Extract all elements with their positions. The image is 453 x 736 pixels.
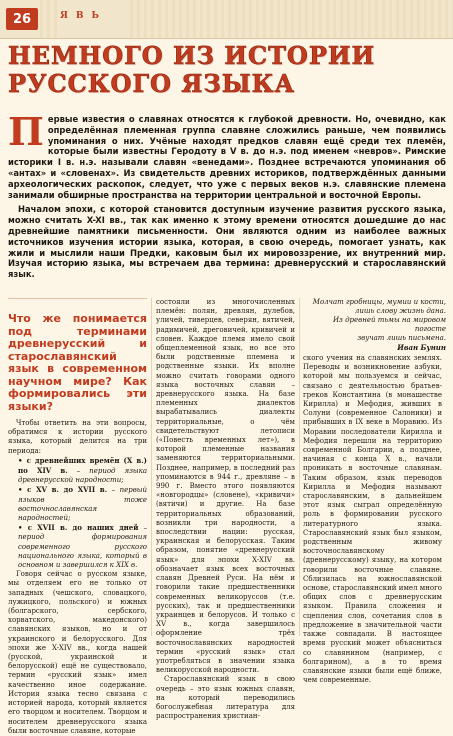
question-heading: Что же понимается под терминами древнерусский и старославянский язык в современном научном мире? Как формировались эти языки? [8,298,147,413]
page-header [0,0,453,39]
title-line-1: НЕМНОГО ИЗ ИСТОРИИ [8,41,376,70]
poem-author: Иван Бунин [397,343,446,352]
header-ornament [40,0,60,38]
poem-line: Молчат гробницы, мумии и кости, [312,298,446,306]
article-title [8,42,448,98]
column-divider [151,298,152,636]
column-3-paragraph: ского учения на славянских землях. Переводы и возникновение азбуки, которой мы пользуемся и сейчас, связано с деятельностью братьев-греков Константина (в монашестве Кирилла) и Мефодия, живших в Солуни (современное Салоники) и прибывших в IX веке в Моравию. Из Моравии последователи Кирилла и Мефодия перешли на территорию современной Болгарии, а позднее, начиная с конца X в., начали проникать в восточные славянам. Таким образом, язык переводов Кирилла и Мефодия называют старославянским, в дальнейшем этот язык сыграл определённую роль в формировании русского литературного языка. Старославянский язык был языком, родственным живому восточнославянскому (древнерусскому) языку, на котором говорили восточные славяне. Сблизилась на южнославянской основе, старославянский имел много общих слов с древнерусским языком. Правила сложения и сцепления слов, сочетания слов в предложение в значительной части также совпадали. В настоящее время русский может объясниться со славянином (например, с болгарином), а в то время славянские языки были ещё ближе, чем современные. [303,354,442,685]
column-3 [303,354,442,685]
lead-paragraph-1: Первые известия о славянах относятся к глубокой древности. Но, очевидно, как определённая племенная группа славяне сложились раньше, чем появились упоминания о них. Учёные находят предков славян ещё среди тех племён, которые были известны Геродоту в V в. до н.э. под именем «невров». Римские историки I в. н.э. называли славян «венедами». Позднее встречаются упоминания об «антах» и «словенах». Из свидетельств древних историков, подтверждённых данными археологических раскопок, следует, что уже с первых веков н.э. славянские племена занимали обширные пространства на территории центральной и восточной Европы. [8,109,446,200]
period-item: • с XVII в. до наших дней – период формирования современного русского национального языка, который в основном и завершился к XIX в. [18,523,148,570]
column-1-paragraph: Говоря сейчас о русском языке, мы отделяем его не только от западных (чешского, словацкого, лужицкого, польского) и южных (болгарского, сербского, хорватского, македонского) славянских языков, но и от украинского и белорусского. Для эпохи же X-XIV вв., когда нашей (русской, украинской и белорусской) ещё не существовало, термин «русский язык» имел качественно иное содержание. История языка тесно связана с историей народа, который является его творцом и носителем. Творцом и носителем древнерусского языка были восточные славяне, которые [8,570,147,735]
period-item: • с древнейших времён (X в.) по XIV в. – период языка древнерусской народности; [18,455,147,485]
period-item: • с XV в. до XVII в. – первый языков тоже восточнославянская народностей; [18,485,147,523]
section-name: ЯВЬ [60,11,107,21]
poem-line: лишь слову жизнь дана. [354,307,446,315]
lead-text [8,109,446,284]
lead-paragraph-2: Началом эпохи, с которой становится доступным изучение развития русского языка, можно считать X-XI вв., так как именно к этому времени относятся дошедшие до нас древнейшие памятники письменности. Они являются одним из наиболее важных источников изучения истории языка, которая, в свою очередь, помогает узнать, как жили и мыслили наши Предки, каковым был их мировоззрение, их внутренний мир. Изучая историю языка, мы встречаем два термина: древнерусский и старославянский язык. [8,204,446,280]
page-number: 26 [6,8,38,30]
poem-line: Из древней тьмы на мировом погосте [332,316,446,333]
poem-line: звучат лишь письмена. [357,334,446,342]
column-divider [299,298,300,636]
column-2-paragraph: Старославянский язык в свою очередь – это язык южных славян, на который переводились богослужебная литература для распространения христиан- [156,675,295,721]
header-ornament [130,0,453,38]
column-2 [156,298,295,721]
column-2-paragraph: состояли из многочисленных племён: полян, древлян, дулебов, уличей, тиверцев, северян, вятичей, радимичей, дреговичей, кривичей и словен. Каждое племя имело свой общеплеменной язык, но все это были родственные племена и родственные языки. Их вполне можно считать говорами одного языка восточных славян – древнерусского языка. На базе племенных диалектов вырабатывались диалекты территориальные, о чём свидетельствуют летописи («Повесть временных лет»), в которой племенные названия заменяются территориальными. Позднее, например, в последний раз упоминаются в 944 г., древляне – в 990 г. Вместо этого появляются «новгородцы» (словене), «кривичи» (вятичи) и другие. На базе территориальных образований, возникли три народности, а впоследствии нации: русская, украинская и белорусская. Таким образом, понятие «древнерусский язык» для эпохи X-XIV вв. обозначает язык всех восточных славян Древней Руси. На нём и говорили такие предшественники современных великоруссов (т.е. русских), так и предшественники украинцев и белорусов. И только с XV в., когда завершилось оформление трёх восточнославянских народностей термин «русский язык» стал употребляться в значении языка великорусской народности. [156,298,295,675]
column-1-intro: Чтобы ответить на эти вопросы, обратимся к истории русского языка, который делится на три периода: [8,419,147,455]
epigraph-poem [306,298,446,352]
drop-cap: П [8,109,44,154]
title-line-2: РУССКОГО ЯЗЫКА [8,69,295,98]
column-1 [8,298,147,736]
